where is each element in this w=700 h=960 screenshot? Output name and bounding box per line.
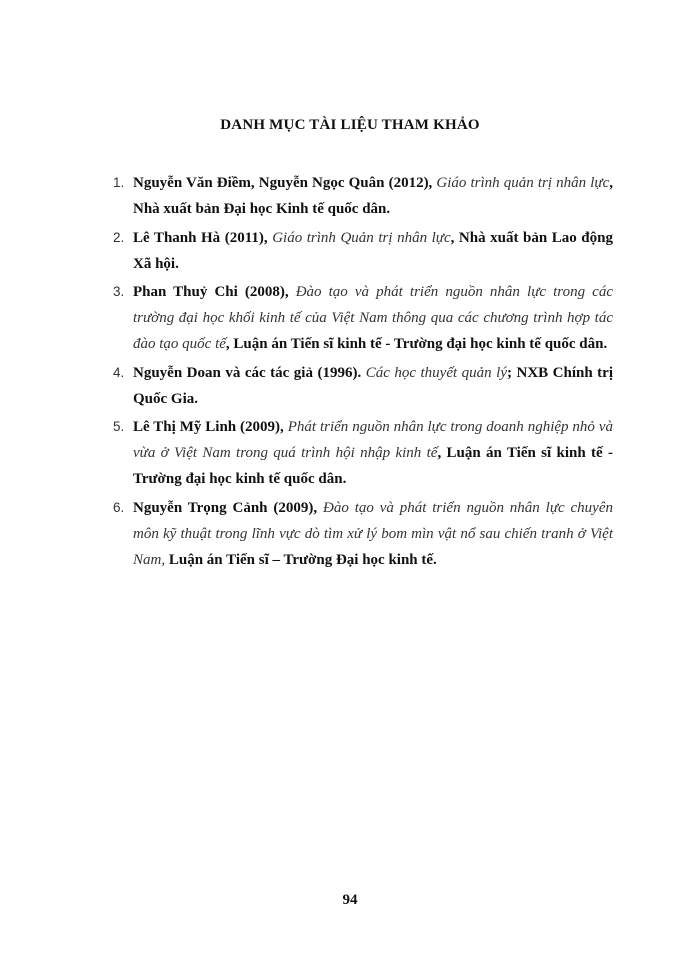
- reference-item: [113, 170, 613, 222]
- reference-publisher: , Nhà xuất bản Đại học Kinh tế quốc dân.: [133, 175, 613, 217]
- reference-author: Phan Thuỷ Chi (2008),: [133, 284, 296, 300]
- reference-author: Lê Thị Mỹ Linh (2009),: [133, 419, 288, 435]
- reference-item: [113, 414, 613, 492]
- reference-publisher: , Luận án Tiến sĩ kinh tế - Trường đại học kinh tế quốc dân.: [133, 445, 613, 487]
- reference-work-title: Giáo trình Quản trị nhân lực: [272, 229, 451, 246]
- reference-number: 6.: [113, 499, 125, 515]
- reference-author: Nguyễn Doan và các tác giả (1996).: [133, 364, 366, 381]
- reference-number: 2.: [113, 229, 125, 245]
- reference-item: [113, 279, 613, 357]
- reference-number: 4.: [113, 364, 125, 380]
- reference-work-title: Đào tạo và phát triển nguồn nhân lực trong các trường đại học khối kinh tế của Việt Nam thông qua các chương trình hợp tác đào tạo quốc tế: [133, 284, 613, 352]
- reference-item: [113, 360, 613, 412]
- reference-publisher: Luận án Tiến sĩ – Trường Đại học kinh tế.: [165, 551, 437, 568]
- reference-item: [113, 495, 613, 573]
- reference-publisher: ; NXB Chính trị Quốc Gia.: [133, 364, 614, 407]
- reference-work-title: Phát triển nguồn nhân lực trong doanh nghiệp nhỏ và vừa ở Việt Nam trong quá trình hội nhập kinh tế: [133, 419, 613, 461]
- reference-work-title: Giáo trình quản trị nhân lực: [436, 175, 610, 191]
- page-title: DANH MỤC TÀI LIỆU THAM KHẢO: [220, 117, 480, 133]
- reference-publisher: , Nhà xuất bản Lao động Xã hội.: [133, 229, 613, 272]
- reference-author: Nguyễn Trọng Cảnh (2009),: [133, 499, 323, 516]
- reference-number: 3.: [113, 284, 125, 299]
- reference-list: [113, 170, 613, 575]
- reference-work-title: Đào tạo và phát triển nguồn nhân lực chuyên môn kỹ thuật trong lĩnh vực dò tìm xử lý bom mìn vật nổ sau chiến tranh ở Việt Nam,: [133, 499, 613, 568]
- reference-number: 1.: [113, 175, 125, 190]
- page-number: 94: [342, 892, 358, 908]
- reference-work-title: Các học thuyết quản lý: [365, 364, 507, 381]
- reference-number: 5.: [113, 419, 125, 434]
- reference-author: Nguyễn Văn Điềm, Nguyễn Ngọc Quân (2012),: [133, 175, 437, 191]
- reference-item: [113, 225, 613, 277]
- reference-author: Lê Thanh Hà (2011),: [133, 229, 273, 246]
- reference-publisher: , Luận án Tiến sĩ kinh tế - Trường đại học kinh tế quốc dân.: [225, 336, 608, 352]
